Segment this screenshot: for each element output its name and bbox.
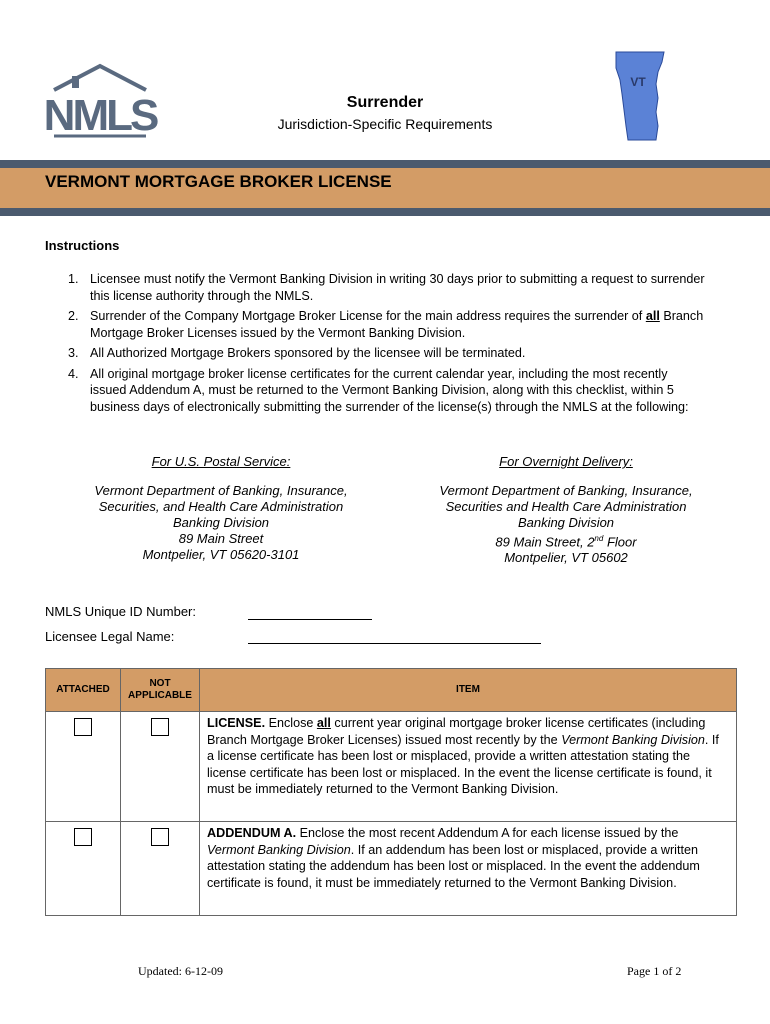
address-line: Securities, and Health Care Administration: [98, 499, 344, 514]
page-title: Surrender: [346, 94, 424, 111]
license-title: VERMONT MORTGAGE BROKER LICENSE: [45, 172, 392, 191]
table-row: [46, 712, 737, 822]
item-text: . If an addendum has been lost or misplaced, provide a written attestation stating the addendum has been lost or misplaced. In the event the addendum certificate is found, it must be immediately returned to the Vermont Banking Division.: [207, 842, 700, 890]
logo-text: NMLS: [43, 91, 157, 140]
address-line: Vermont Department of Banking, Insurance,: [94, 483, 348, 498]
address-line: Banking Division: [172, 515, 270, 530]
page-subtitle: Jurisdiction-Specific Requirements: [277, 116, 493, 132]
instruction-text: All Authorized Mortgage Brokers sponsored by the licensee will be terminated.: [90, 346, 526, 360]
not-applicable-checkbox[interactable]: [151, 718, 169, 736]
item-italic: Vermont Banking Division: [207, 842, 351, 857]
col-not-applicable-line1: NOT: [149, 678, 171, 689]
col-not-applicable: [121, 669, 200, 712]
nmls-id-label: NMLS Unique ID Number:: [45, 604, 196, 619]
attached-checkbox[interactable]: [74, 828, 92, 846]
postal-address: [71, 454, 371, 563]
instruction-item: [45, 271, 705, 304]
page-number: Page 1 of 2: [627, 964, 682, 978]
ordinal-suffix: nd: [594, 534, 604, 543]
attached-cell: [46, 712, 121, 822]
table-row: [46, 822, 737, 916]
legal-name-label: Licensee Legal Name:: [45, 629, 175, 644]
attached-cell: [46, 822, 121, 916]
address-text: 89 Main Street, 2: [495, 534, 595, 550]
item-emphasis: all: [316, 716, 331, 730]
address-line: Montpelier, VT 05620-3101: [142, 547, 300, 562]
address-line: Securities and Health Care Administration: [445, 499, 687, 514]
banner-stripe-bottom: [0, 208, 770, 216]
overnight-address: [416, 454, 716, 566]
vermont-map-icon: [612, 50, 668, 142]
instruction-emphasis: all: [645, 309, 660, 323]
instruction-text: Branch Mortgage Broker Licenses issued by the Vermont Banking Division.: [90, 309, 704, 340]
instruction-number: 2.: [68, 309, 79, 323]
state-abbr: VT: [630, 75, 646, 89]
instruction-item: [45, 345, 705, 362]
instruction-number: 1.: [68, 272, 79, 286]
not-applicable-checkbox[interactable]: [151, 828, 169, 846]
instruction-number: 4.: [68, 366, 79, 381]
overnight-heading: For Overnight Delivery:: [499, 454, 633, 469]
item-description: [200, 822, 737, 916]
item-description: [200, 712, 737, 822]
instruction-item: [45, 366, 705, 416]
item-italic: Vermont Banking Division: [561, 732, 705, 747]
col-not-applicable-line2: APPLICABLE: [128, 690, 192, 701]
col-item: ITEM: [200, 669, 737, 712]
address-line: 89 Main Street: [178, 531, 264, 546]
address-text: Floor: [603, 534, 637, 550]
address-line: Banking Division: [517, 515, 615, 530]
attached-checkbox[interactable]: [74, 718, 92, 736]
updated-date: Updated: 6-12-09: [138, 964, 223, 978]
table-header-row: [46, 669, 737, 712]
instruction-number: 3.: [68, 346, 79, 360]
postal-heading: For U.S. Postal Service:: [151, 454, 291, 469]
item-title: ADDENDUM A.: [207, 826, 297, 840]
item-text: Enclose: [265, 716, 317, 730]
address-line: [416, 531, 716, 550]
address-line: Vermont Department of Banking, Insurance,: [439, 483, 693, 498]
not-applicable-cell: [121, 712, 200, 822]
not-applicable-cell: [121, 822, 200, 916]
address-line: Montpelier, VT 05602: [504, 550, 628, 566]
instruction-item: [45, 308, 705, 341]
legal-name-field[interactable]: [248, 643, 541, 644]
item-text: current year original mortgage broker license certificates (including Branch Mortgage Broker Licenses) issued most recently by the: [207, 716, 706, 747]
instruction-text: Surrender of the Company Mortgage Broker License for the main address requires the surrender of: [90, 309, 646, 323]
item-title: LICENSE.: [207, 716, 266, 730]
instruction-text: Licensee must notify the Vermont Banking Division in writing 30 days prior to submitting a request to surrender this license authority through the NMLS.: [90, 272, 705, 303]
col-attached: ATTACHED: [46, 669, 121, 712]
item-text: Enclose the most recent Addendum A for each license issued by the: [296, 826, 679, 840]
checklist-table: [45, 668, 737, 916]
instruction-text: All original mortgage broker license certificates for the current calendar year, including the most recently issued Addendum A, must be returned to the Vermont Banking Division, along with this checklist, within 5 business days of electronically submitting the surrender of the license(s) through the NMLS at the following:: [90, 366, 689, 414]
nmls-id-field[interactable]: [248, 619, 372, 620]
banner-stripe-top: [0, 160, 770, 168]
instructions-heading: Instructions: [45, 238, 120, 253]
instructions-list: [45, 271, 705, 419]
item-text: . If a license certificate has been lost or misplaced, provide a written attestation stating the license certificate has been lost or misplaced. In the event the license certificate is found, it must be immediately returned to the Vermont Banking Division.: [207, 732, 719, 796]
